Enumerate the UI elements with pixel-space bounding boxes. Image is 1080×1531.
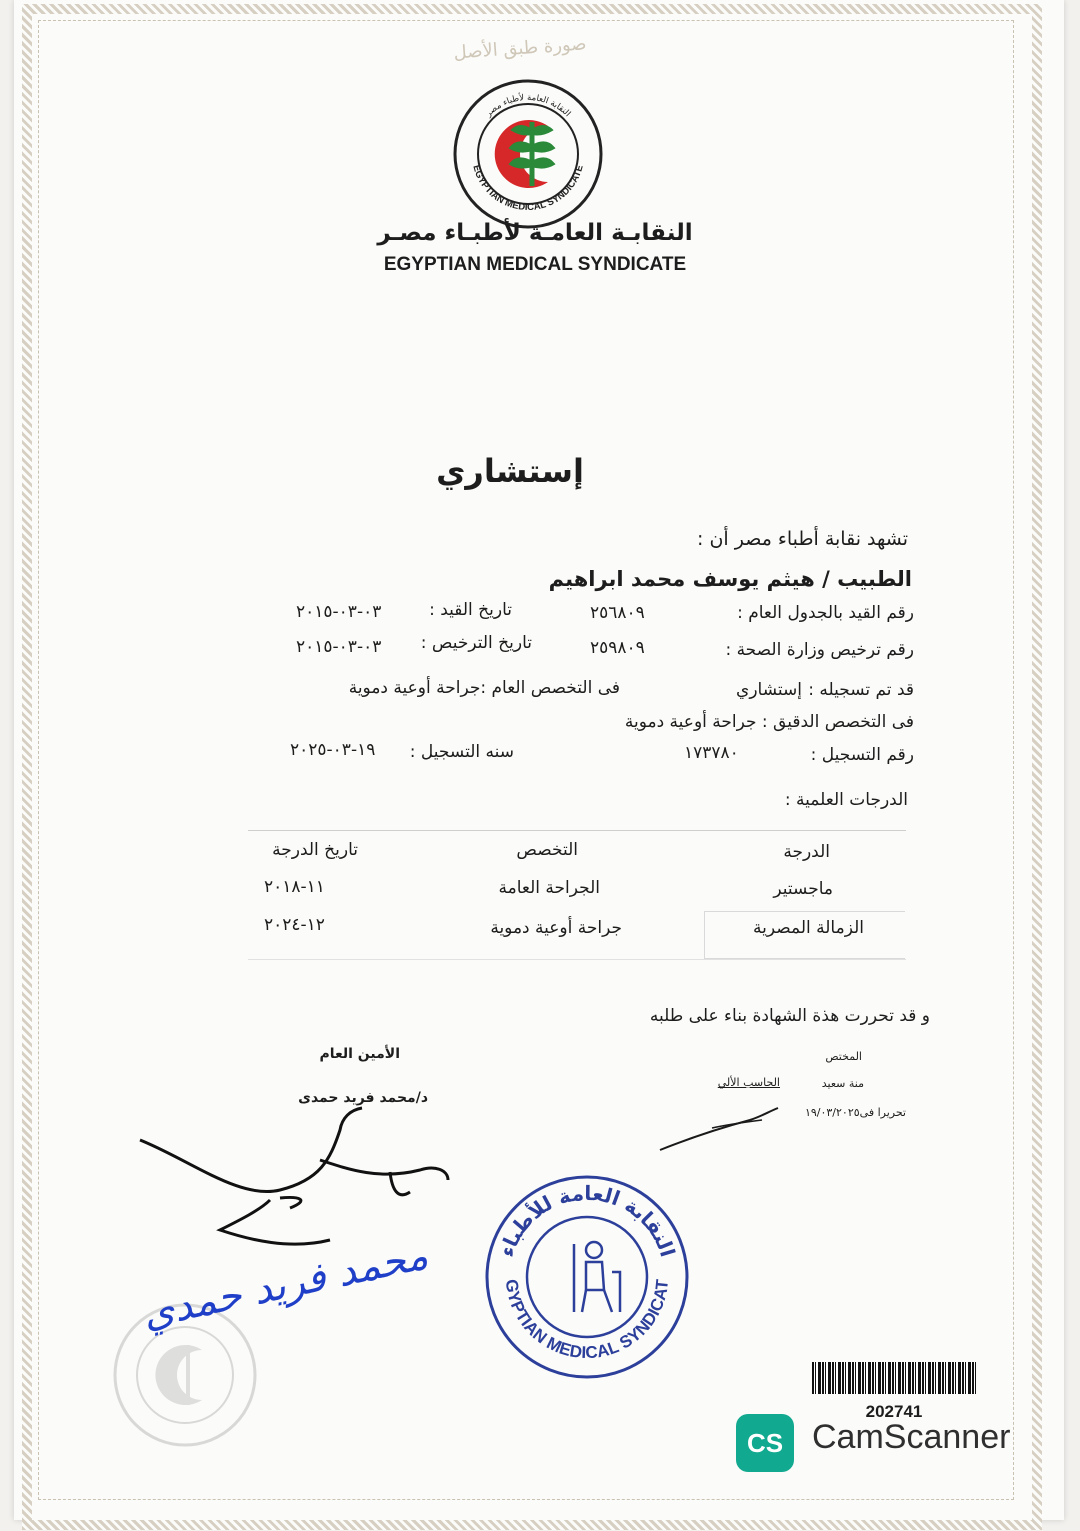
license-label: رقم ترخيص وزارة الصحة : (725, 640, 914, 660)
doctor-line (549, 567, 912, 591)
table-header-date: تاريخ الدرجة (272, 840, 358, 860)
registration-year-label: سنه التسجيل : (409, 742, 514, 762)
logo-ring-top-text: النقابة العامة لأطباء مصر (483, 92, 573, 120)
computer-label: الحاسب الألي (717, 1076, 780, 1089)
table-row-2-degree: الزمالة المصرية (753, 918, 864, 938)
registration-no-label: رقم التسجيل : (810, 745, 914, 765)
degrees-heading: الدرجات العلمية : (784, 790, 908, 810)
faded-copy-stamp: صورة طبق الأصل (452, 33, 588, 64)
intro-text: تشهد نقابة أطباء مصر أن : (697, 528, 908, 550)
doctor-name: هيثم يوسف محمد ابراهيم (548, 567, 815, 591)
table-row-1-date: ١١-٢٠١٨ (264, 877, 325, 897)
secretary-title: الأمين العام (319, 1046, 400, 1062)
registered-as-value: إستشاري (736, 680, 802, 700)
sub-specialty (625, 712, 914, 732)
camscanner-label: CamScanner (812, 1418, 1011, 1456)
closing-statement: و قد تحررت هذة الشهادة بناء على طلبه (649, 1006, 930, 1026)
camscanner-logo-icon: CS (736, 1414, 794, 1472)
sub-specialty-label: فى التخصص الدقيق : (761, 712, 914, 732)
logo-ring-bottom-text: EGYPTIAN MEDICAL SYNDICATE (470, 163, 586, 214)
official-stamp (482, 1172, 692, 1382)
table-row-2-date: ١٢-٢٠٢٤ (264, 915, 325, 935)
handwritten-signature: محمد فريد حمدي (138, 1232, 432, 1338)
general-specialty-label: فى التخصص العام : (480, 678, 620, 698)
officer-name: منة سعيد (821, 1077, 864, 1090)
syndicate-name-ar: النقابـة العامـة لأطبـاء مصـر (377, 220, 693, 246)
syndicate-name-en: EGYPTIAN MEDICAL SYNDICATE (383, 254, 687, 275)
reg-date-label: تاريخ القيد : (429, 600, 512, 620)
reg-general-value: ٢٥٦٨٠٩ (590, 603, 645, 623)
seated-figure-icon (574, 1242, 620, 1312)
license-value: ٢٥٩٨٠٩ (590, 638, 645, 658)
registration-no-value: ١٧٣٧٨٠ (684, 743, 739, 763)
license-date-value: ٠٣-٠٣-٢٠١٥ (296, 637, 382, 657)
stamp-en-text: GYPTIAN MEDICAL SYNDICAT (501, 1278, 673, 1363)
reg-date-value: ٠٣-٠٣-٢٠١٥ (296, 602, 382, 622)
barcode-number: 202741 (865, 1402, 923, 1421)
table-header-degree: الدرجة (783, 842, 830, 862)
certificate-title: إستشاري (436, 452, 584, 490)
table-row-1-degree: ماجستير (773, 879, 833, 899)
sub-specialty-value: جراحة أوعية دموية (624, 712, 757, 732)
officer-signature (650, 1098, 790, 1158)
syndicate-logo (452, 78, 604, 230)
general-specialty-value: جراحة أوعية دموية (348, 678, 481, 698)
registered-as-label: قد تم تسجيله : (808, 680, 914, 700)
secretary-name: د/محمد فريد حمدى (298, 1090, 428, 1106)
table-row-1-specialty: الجراحة العامة (498, 878, 600, 898)
license-date-label: تاريخ الترخيص : (420, 633, 532, 653)
table-header-specialty: التخصص (516, 840, 578, 860)
registration-year-value: ١٩-٠٣-٢٠٢٥ (290, 740, 376, 760)
doctor-label: الطبيب / (822, 567, 912, 591)
issued-on: تحريرا فى١٩/٠٣/٢٠٢٥ (804, 1106, 906, 1119)
barcode (812, 1362, 976, 1394)
table-row-2-specialty: جراحة أوعية دموية (490, 918, 622, 938)
reg-general-label: رقم القيد بالجدول العام : (737, 603, 914, 623)
stamp-ar-text: النقابة العامة للأطباء (494, 1180, 680, 1260)
general-specialty (349, 678, 620, 698)
officer-title: المختص (825, 1050, 862, 1063)
